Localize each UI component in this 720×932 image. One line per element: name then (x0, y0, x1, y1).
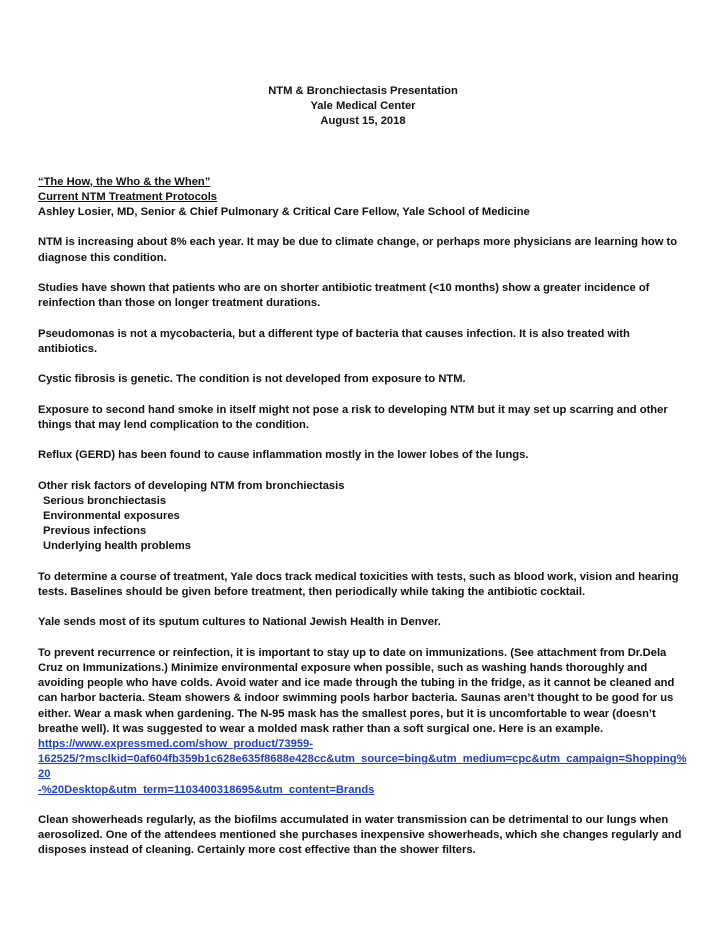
paragraph-prevention: To prevent recurrence or reinfection, it is important to stay up to date on immunizations. (See attachment from Dr.Dela Cruz on Immunizations.) Minimize environmental exposure when possible, such as washing hands thoroughly and avoiding people who have colds. Avoid water and ice made through the tubing in the fridge, as it cannot be cleaned and can harbor bacteria. Steam showers & indoor swimming pools harbor bacteria. Saunas aren’t thought to be good for us either. Wear a mask when gardening. The N-95 mask has the smallest pores, but it is uncomfortable to wear (doesn’t breathe well). It was suggested to wear a molded mask rather than a soft surgical one. Here is an example. (38, 646, 675, 735)
paragraph-cystic-fibrosis: Cystic fibrosis is genetic. The condition is not developed from exposure to NTM. (38, 373, 466, 386)
mask-example-link-line-1[interactable]: https://www.expressmed.com/show_product/73959- (38, 737, 313, 750)
paragraph-antibiotic-duration: Studies have shown that patients who are on shorter antibiotic treatment (<10 months) show a greater incidence of reinfection than those on longer treatment durations. (38, 282, 650, 310)
list-item: Previous infections (43, 525, 147, 538)
mask-example-link-line-2[interactable]: 162525/?msclkid=0af604fb359b1c628e635f8688e428cc&utm_source=bing&utm_medium=cpc&utm_campaign=Shopping%20 (38, 753, 687, 781)
talk-quote-title: “The How, the Who & the When” (38, 175, 211, 188)
list-item: Underlying health problems (43, 540, 191, 553)
talk-subtitle: Current NTM Treatment Protocols (38, 190, 218, 203)
risk-factors-heading: Other risk factors of developing NTM from bronchiectasis (38, 479, 345, 492)
risk-factors-list (38, 494, 688, 555)
paragraph-showerheads: Clean showerheads regularly, as the biofilms accumulated in water transmission can be detrimental to our lungs when aerosolized. One of the attendees mentioned she purchases inexpensive showerheads, which she changes regularly and disposes instead of cleaning. Certainly more cost effective than the shower filters. (38, 813, 682, 857)
list-item: Environmental exposures (43, 509, 180, 522)
paragraph-treatment-tracking: To determine a course of treatment, Yale docs track medical toxicities with tests, such as blood work, vision and hearing tests. Baselines should be given before treatment, then periodically while taking the antibiotic cocktail. (38, 570, 679, 598)
talk-info (38, 175, 688, 221)
document-header (38, 84, 688, 130)
paragraph-reflux: Reflux (GERD) has been found to cause inflammation mostly in the lower lobes of the lungs. (38, 449, 529, 462)
document-date: August 15, 2018 (320, 115, 406, 128)
paragraph-pseudomonas: Pseudomonas is not a mycobacteria, but a different type of bacteria that causes infection. It is also treated with antibiotics. (38, 327, 630, 355)
document-content (38, 84, 688, 874)
paragraph-second-hand-smoke: Exposure to second hand smoke in itself might not pose a risk to developing NTM but it may set up scarring and other things that may lend complication to the condition. (38, 403, 668, 431)
mask-example-link-block (38, 737, 688, 798)
document-title: NTM & Bronchiectasis Presentation (268, 85, 458, 97)
list-item: Serious bronchiectasis (43, 494, 167, 507)
paragraph-sputum-cultures: Yale sends most of its sputum cultures to National Jewish Health in Denver. (38, 616, 441, 629)
paragraph-ntm-increase: NTM is increasing about 8% each year. It may be due to climate change, or perhaps more physicians are learning how to diagnose this condition. (38, 236, 678, 264)
talk-speaker: Ashley Losier, MD, Senior & Chief Pulmonary & Critical Care Fellow, Yale School of Medicine (38, 206, 530, 219)
mask-example-link-line-3[interactable]: -%20Desktop&utm_term=1103400318695&utm_content=Brands (38, 783, 375, 796)
document-venue: Yale Medical Center (310, 100, 416, 113)
